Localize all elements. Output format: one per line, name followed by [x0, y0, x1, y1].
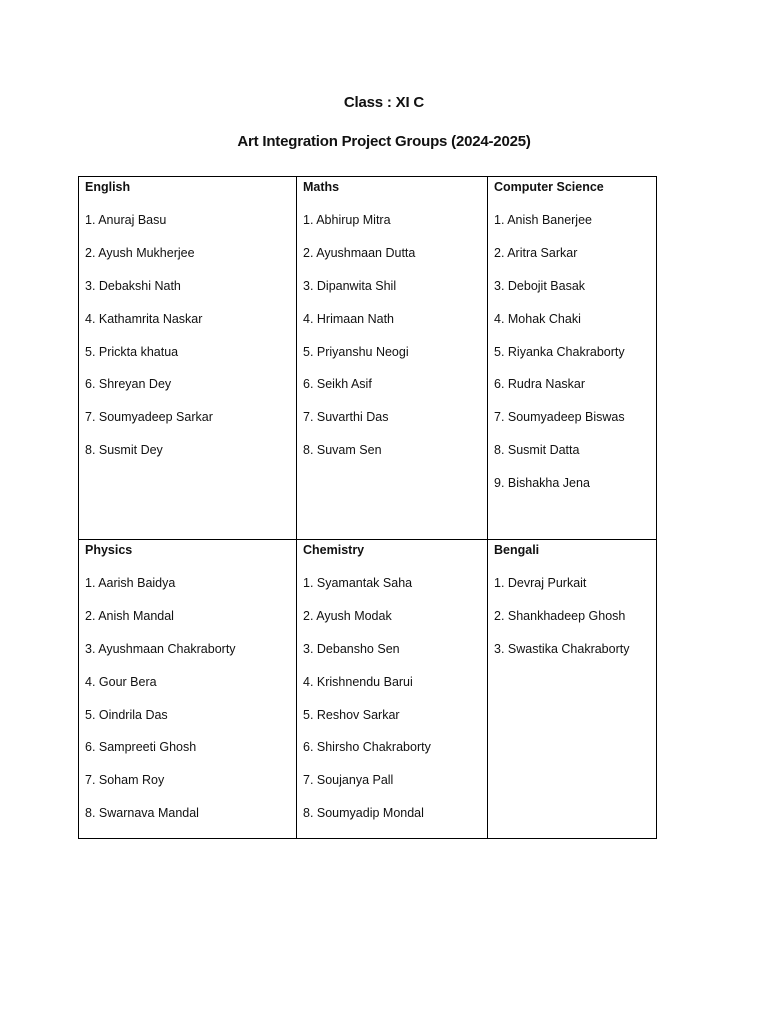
- member-name: 5. Reshov Sarkar: [303, 707, 400, 722]
- member-name: 2. Aritra Sarkar: [494, 245, 578, 260]
- member-name: 3. Ayushmaan Chakraborty: [85, 641, 236, 656]
- member-name: 1. Aarish Baidya: [85, 576, 176, 590]
- member-name: 1. Anish Banerjee: [494, 213, 592, 227]
- member-name: 5. Oindrila Das: [85, 707, 168, 722]
- member-name: 7. Soujanya Pall: [303, 773, 394, 788]
- subject-heading: Physics: [85, 543, 133, 557]
- group-cell-maths: [297, 177, 488, 540]
- table-row: [79, 540, 657, 839]
- member-name: 1. Devraj Purkait: [494, 576, 587, 590]
- member-name: 8. Susmit Dey: [85, 443, 163, 458]
- member-name: 3. Debakshi Nath: [85, 278, 181, 293]
- member-name: 7. Soumyadeep Sarkar: [85, 410, 213, 425]
- member-name: 4. Gour Bera: [85, 674, 157, 689]
- groups-table: [78, 176, 657, 839]
- member-name: 5. Priyanshu Neogi: [303, 344, 409, 359]
- member-name: 3. Debojit Basak: [494, 278, 586, 293]
- member-name: 5. Riyanka Chakraborty: [494, 344, 625, 359]
- subject-heading: English: [85, 180, 131, 194]
- member-name: 6. Rudra Naskar: [494, 377, 586, 392]
- member-name: 3. Dipanwita Shil: [303, 278, 397, 293]
- member-name: 1. Anuraj Basu: [85, 213, 167, 227]
- table-row: [79, 177, 657, 540]
- member-name: 2. Ayushmaan Dutta: [303, 245, 416, 260]
- group-cell-english: [79, 177, 297, 540]
- member-name: 2. Shankhadeep Ghosh: [494, 608, 626, 623]
- member-name: 7. Soumyadeep Biswas: [494, 410, 625, 425]
- member-name: 8. Suvam Sen: [303, 443, 382, 458]
- member-name: 1. Abhirup Mitra: [303, 213, 391, 227]
- member-name: 7. Suvarthi Das: [303, 410, 389, 425]
- group-cell-bengali: [488, 540, 657, 839]
- class-title: Class : XI C: [343, 94, 425, 111]
- member-name: 8. Susmit Datta: [494, 443, 580, 458]
- subject-heading: Maths: [303, 180, 340, 194]
- member-name: 9. Bishakha Jena: [494, 476, 590, 491]
- member-name: 1. Syamantak Saha: [303, 576, 413, 590]
- member-name: 4. Krishnendu Barui: [303, 674, 413, 689]
- member-name: 6. Seikh Asif: [303, 377, 372, 392]
- member-name: 6. Sampreeti Ghosh: [85, 740, 197, 755]
- member-name: 8. Soumyadip Mondal: [303, 806, 424, 821]
- member-name: 8. Swarnava Mandal: [85, 806, 199, 821]
- group-cell-computer-science: [488, 177, 657, 540]
- member-name: 3. Debansho Sen: [303, 641, 400, 656]
- member-name: 5. Prickta khatua: [85, 344, 179, 359]
- subject-heading: Chemistry: [303, 543, 365, 557]
- group-cell-chemistry: [297, 540, 488, 839]
- subject-heading: Bengali: [494, 543, 540, 557]
- member-name: 4. Hrimaan Nath: [303, 311, 395, 326]
- member-name: 4. Mohak Chaki: [494, 311, 581, 326]
- member-name: 3. Swastika Chakraborty: [494, 641, 630, 656]
- member-name: 7. Soham Roy: [85, 773, 165, 788]
- member-name: 2. Anish Mandal: [85, 608, 174, 623]
- subject-heading: Computer Science: [494, 180, 604, 194]
- member-name: 2. Ayush Mukherjee: [85, 245, 195, 260]
- member-name: 2. Ayush Modak: [303, 608, 392, 623]
- member-name: 6. Shreyan Dey: [85, 377, 172, 392]
- member-name: 4. Kathamrita Naskar: [85, 311, 203, 326]
- project-title: Art Integration Project Groups (2024-2025): [237, 133, 531, 150]
- group-cell-physics: [79, 540, 297, 839]
- member-name: 6. Shirsho Chakraborty: [303, 740, 431, 755]
